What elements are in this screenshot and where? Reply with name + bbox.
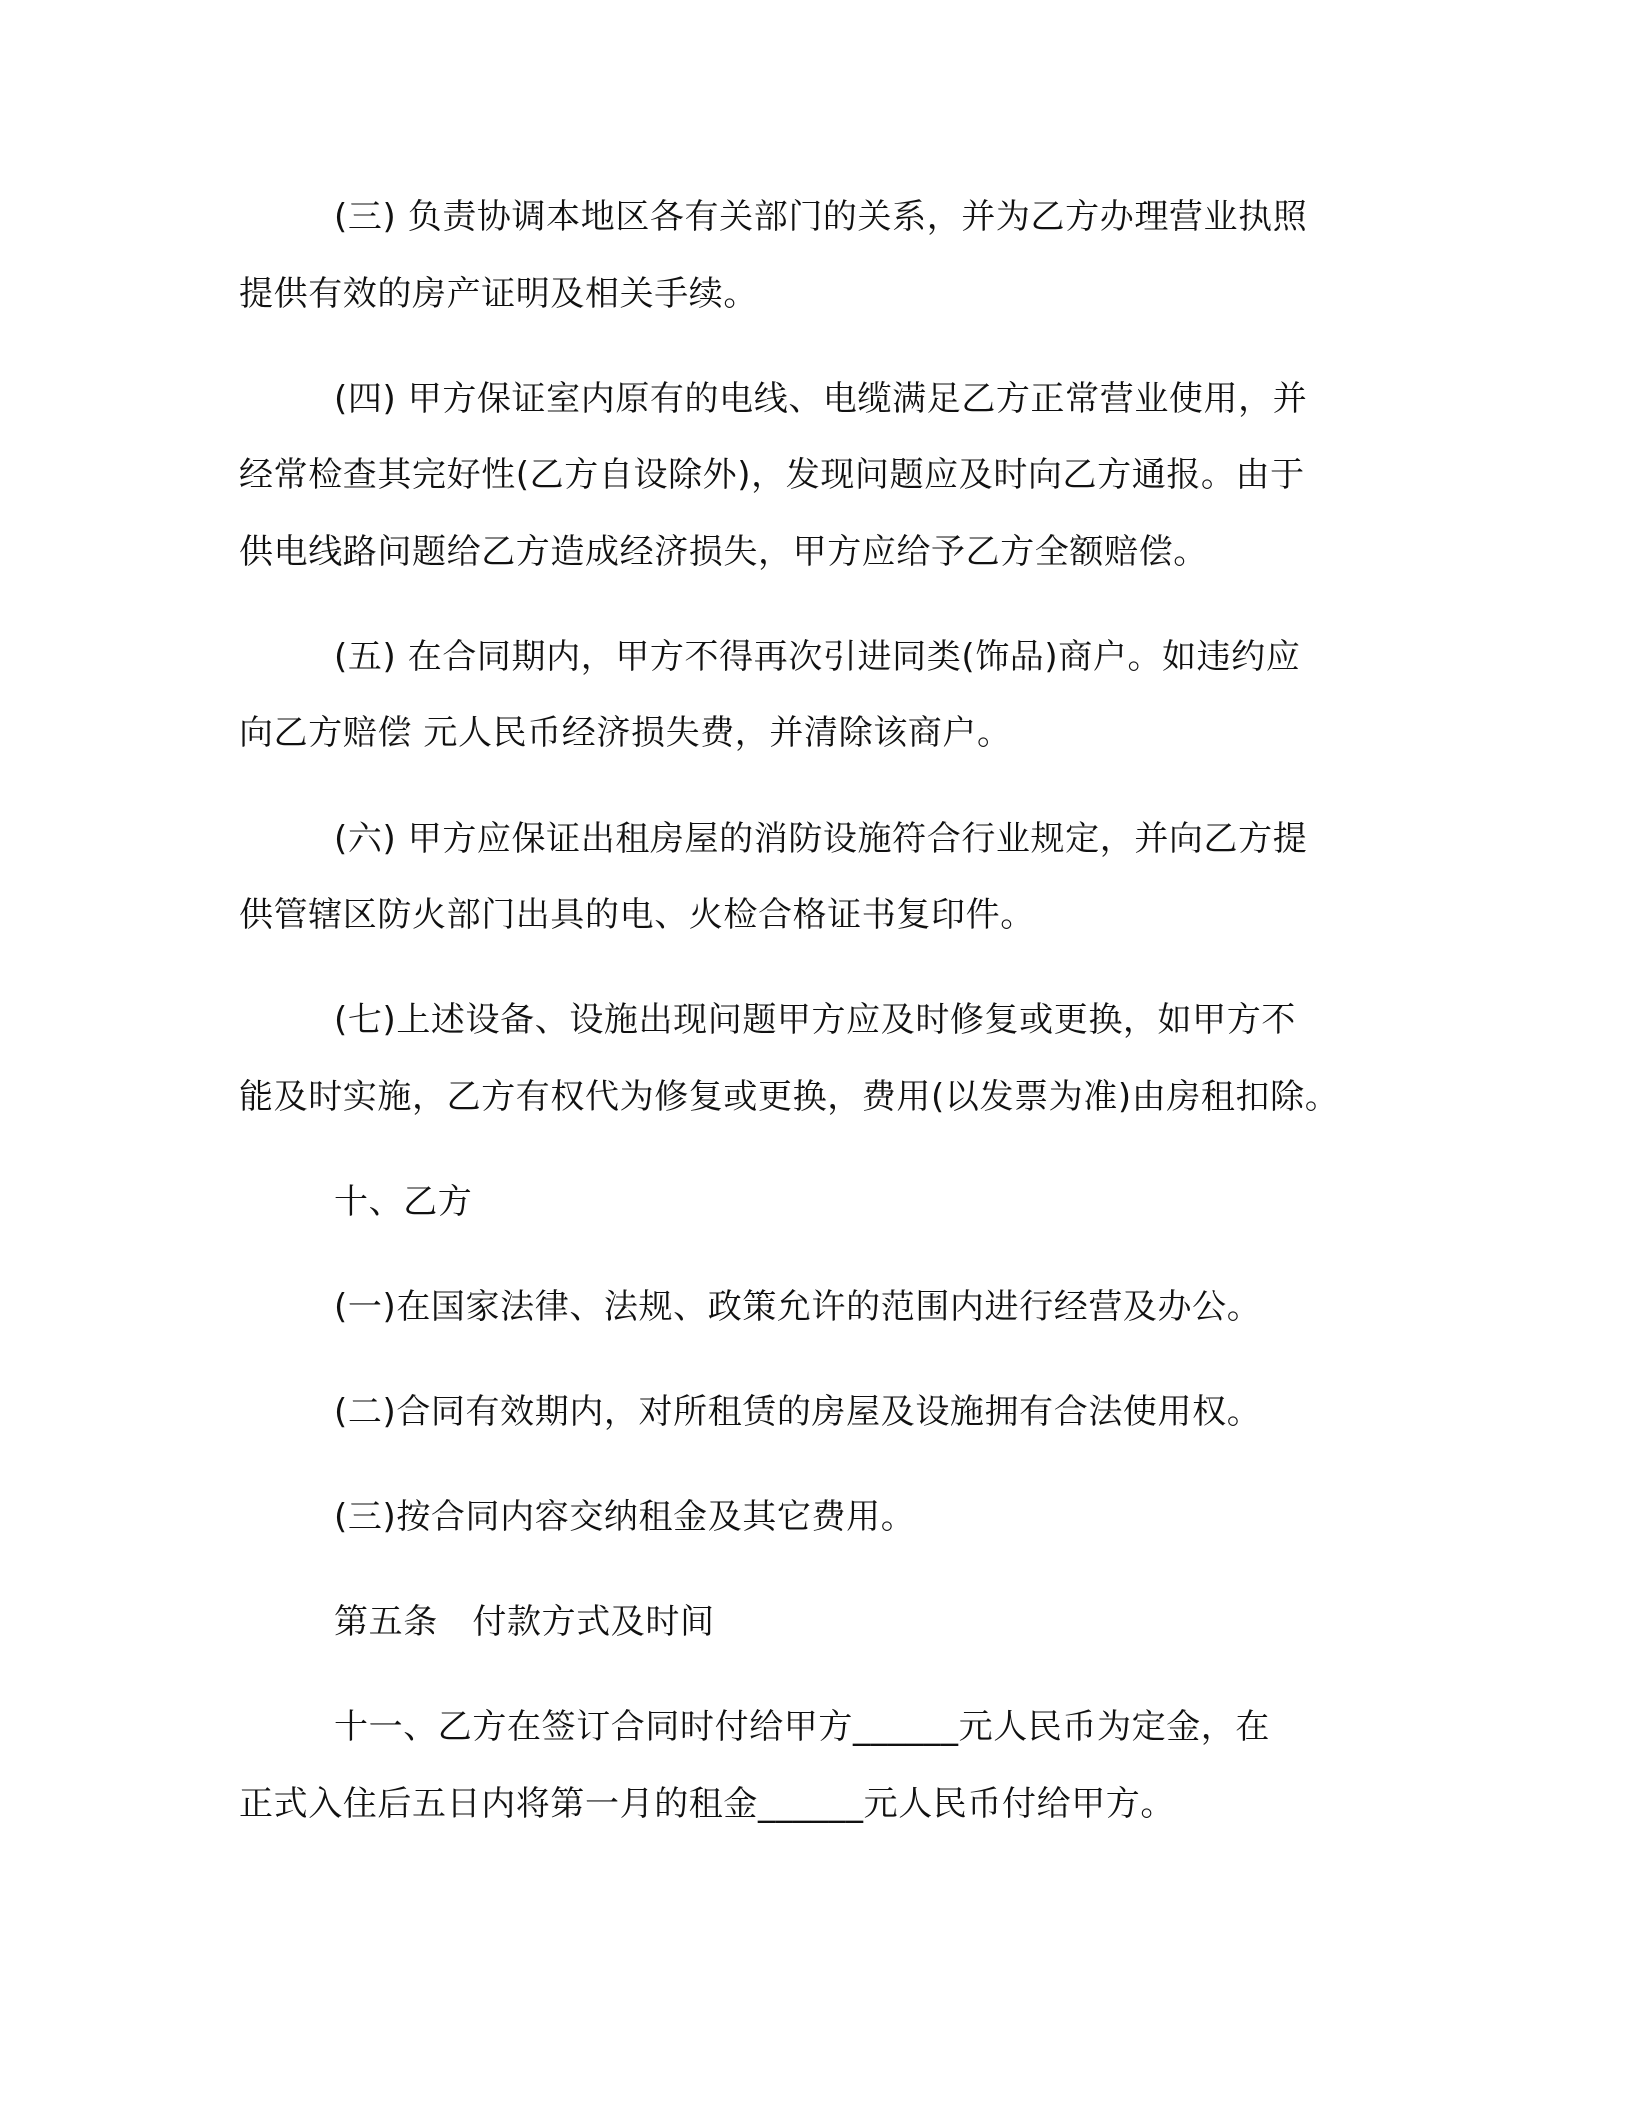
paragraph-6-line-1: (六) 甲方应保证出租房屋的消防设施符合行业规定，并向乙方提 (334, 819, 1308, 859)
paragraph-7-line-1: (七)上述设备、设施出现问题甲方应及时修复或更换，如甲方不 (334, 1000, 1296, 1040)
article-5-heading: 第五条 付款方式及时间 (334, 1602, 715, 1642)
paragraph-5-line-1: (五) 在合同期内，甲方不得再次引进同类(饰品)商户。如违约应 (334, 637, 1301, 677)
paragraph-4-line-3: 供电线路问题给乙方造成经济损失，甲方应给予乙方全额赔偿。 (239, 532, 1208, 572)
paragraph-11-line-2: 正式入住后五日内将第一月的租金______元人民币付给甲方。 (239, 1784, 1175, 1824)
yi-fang-item-1: (一)在国家法律、法规、政策允许的范围内进行经营及办公。 (334, 1287, 1262, 1327)
paragraph-3-line-1: (三) 负责协调本地区各有关部门的关系，并为乙方办理营业执照 (334, 197, 1308, 237)
paragraph-3-line-2: 提供有效的房产证明及相关手续。 (239, 274, 758, 314)
paragraph-7-line-2: 能及时实施，乙方有权代为修复或更换，费用(以发票为准)由房租扣除。 (239, 1077, 1340, 1117)
paragraph-5-line-2: 向乙方赔偿 元人民币经济损失费，并清除该商户。 (239, 713, 1012, 753)
paragraph-4-line-1: (四) 甲方保证室内原有的电线、电缆满足乙方正常营业使用，并 (334, 379, 1308, 419)
paragraph-11-line-1: 十一、乙方在签订合同时付给甲方______元人民币为定金，在 (334, 1707, 1270, 1747)
paragraph-6-line-2: 供管辖区防火部门出具的电、火检合格证书复印件。 (239, 895, 1035, 935)
section-heading-yi-fang: 十、乙方 (334, 1182, 473, 1222)
yi-fang-item-3: (三)按合同内容交纳租金及其它费用。 (334, 1497, 916, 1537)
yi-fang-item-2: (二)合同有效期内，对所租赁的房屋及设施拥有合法使用权。 (334, 1392, 1262, 1432)
paragraph-4-line-2: 经常检查其完好性(乙方自设除外)，发现问题应及时向乙方通报。由于 (239, 455, 1305, 495)
